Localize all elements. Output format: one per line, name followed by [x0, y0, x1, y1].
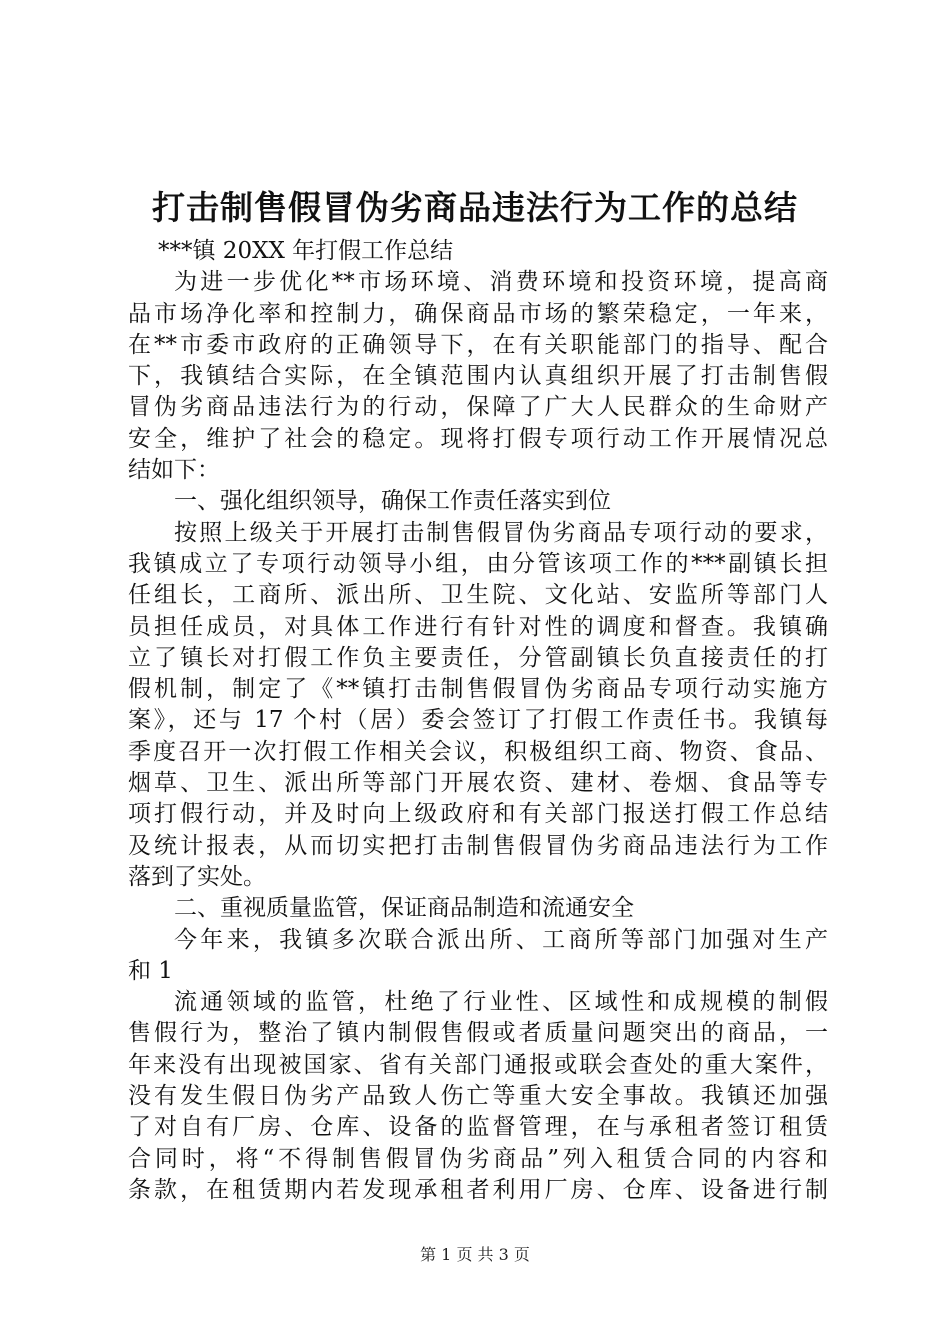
document-subtitle: ***镇 20XX 年打假工作总结 [158, 238, 454, 264]
text-line: 二、重视质量监管，保证商品制造和流通安全 [174, 895, 634, 922]
text-line: 和 1 [128, 957, 173, 984]
text-line: 一、强化组织领导，确保工作责任落实到位 [174, 488, 611, 515]
text-line: 条款，在租赁期内若发现承租者利用厂房、仓库、设备进行制 [128, 1176, 828, 1203]
paragraph-lines [128, 267, 828, 1206]
text-line: 下，我镇结合实际，在全镇范围内认真组织开展了打击制售假 [128, 363, 828, 390]
text-line: 了对自有厂房、仓库、设备的监督管理，在与承租者签订租赁 [128, 1114, 828, 1141]
text-line: 立了镇长对打假工作负主要责任，分管副镇长负直接责任的打 [128, 644, 828, 671]
text-line: 在**市委市政府的正确领导下，在有关职能部门的指导、配合 [128, 331, 828, 358]
text-line: 烟草、卫生、派出所等部门开展农资、建材、卷烟、食品等专 [128, 770, 828, 797]
document-title: 打击制售假冒伪劣商品违法行为工作的总结 [152, 188, 798, 227]
text-line: 我镇成立了专项行动领导小组，由分管该项工作的***副镇长担 [128, 550, 828, 577]
text-line: 假机制，制定了《**镇打击制售假冒伪劣商品专项行动实施方 [128, 676, 828, 703]
text-line: 季度召开一次打假工作相关会议，积极组织工商、物资、食品、 [128, 738, 828, 765]
text-line: 售假行为，整治了镇内制假售假或者质量问题突出的商品，一 [128, 1020, 828, 1047]
text-line: 为进一步优化**市场环境、消费环境和投资环境，提高商 [174, 269, 828, 296]
document-body [128, 236, 828, 1206]
text-line: 任组长，工商所、派出所、卫生院、文化站、安监所等部门人 [128, 582, 828, 609]
text-line: 没有发生假日伪劣产品致人伤亡等重大安全事故。我镇还加强 [128, 1083, 828, 1110]
text-line: 安全，维护了社会的稳定。现将打假专项行动工作开展情况总 [128, 425, 828, 452]
page-number: 第 1 页 共 3 页 [420, 1245, 530, 1264]
text-line: 案》，还与 17 个村（居）委会签订了打假工作责任书。我镇每 [128, 707, 828, 734]
text-line: 结如下： [128, 457, 220, 484]
text-line: 年来没有出现被国家、省有关部门通报或联会查处的重大案件， [128, 1051, 828, 1078]
text-line: 流通领域的监管，杜绝了行业性、区域性和成规模的制假 [174, 989, 828, 1016]
text-line: 今年来，我镇多次联合派出所、工商所等部门加强对生产 [174, 926, 828, 953]
text-line: 按照上级关于开展打击制售假冒伪劣商品专项行动的要求， [174, 519, 828, 546]
text-line: 合同时，将“不得制售假冒伪劣商品”列入租赁合同的内容和 [128, 1145, 828, 1172]
text-line: 品市场净化率和控制力，确保商品市场的繁荣稳定，一年来， [128, 300, 828, 327]
text-line: 落到了实处。 [128, 863, 266, 890]
text-line: 项打假行动，并及时向上级政府和有关部门报送打假工作总结 [128, 801, 828, 828]
text-line: 员担任成员，对具体工作进行有针对性的调度和督查。我镇确 [128, 613, 828, 640]
text-line: 及统计报表，从而切实把打击制售假冒伪劣商品违法行为工作 [128, 832, 828, 859]
text-line: 冒伪劣商品违法行为的行动，保障了广大人民群众的生命财产 [128, 394, 828, 421]
